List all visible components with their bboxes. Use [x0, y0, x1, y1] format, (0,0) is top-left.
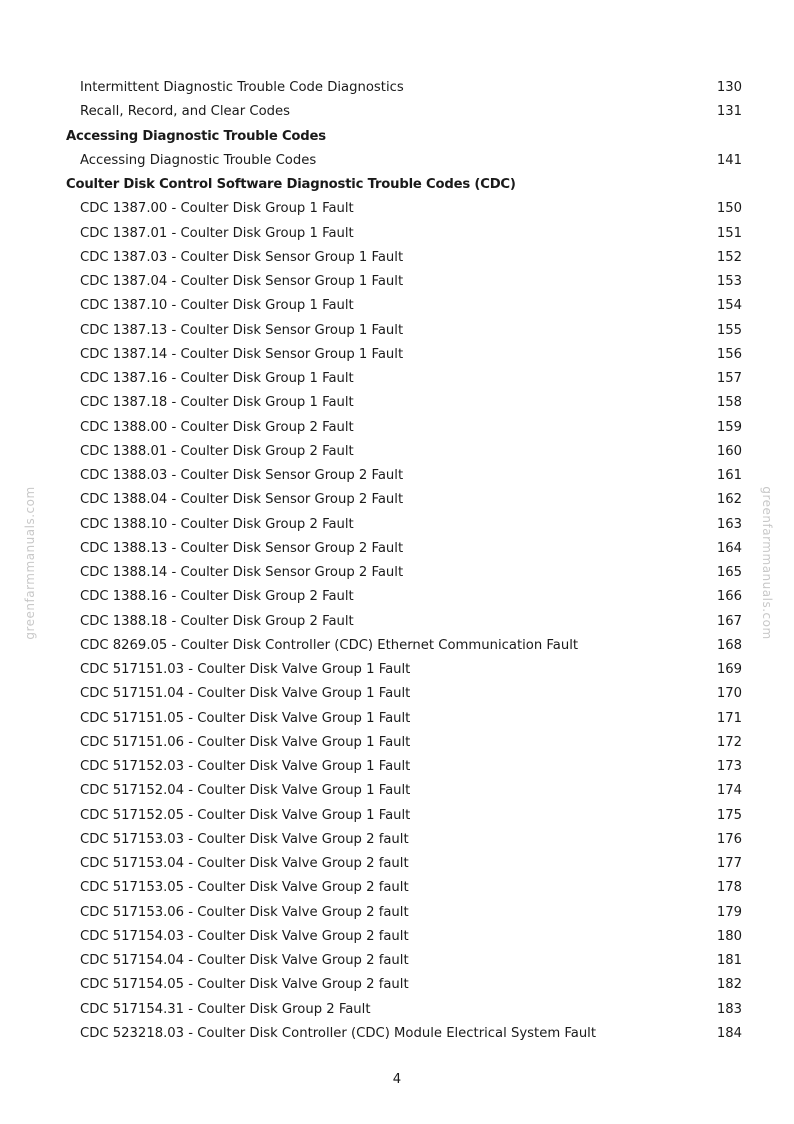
toc-entry[interactable]: [0, 513, 794, 537]
toc-entry-page: 153: [716, 274, 742, 289]
toc-entry[interactable]: [0, 925, 794, 949]
toc-entry-title: CDC 517153.03 - Coulter Disk Valve Group 2 fault: [80, 831, 409, 847]
toc-entry-page: 174: [716, 783, 742, 799]
toc-entry-title: CDC 1387.16 - Coulter Disk Group 1 Fault: [80, 371, 354, 386]
toc-entry[interactable]: [0, 246, 794, 270]
toc-entry-page: 161: [716, 468, 742, 483]
toc-entry-page: 156: [716, 346, 742, 362]
toc-entry-page: 163: [716, 516, 742, 532]
toc-entry[interactable]: [0, 294, 794, 318]
toc-entry-title: Accessing Diagnostic Trouble Codes: [80, 152, 317, 168]
toc-entry-title: Intermittent Diagnostic Trouble Code Diagnostics: [80, 80, 404, 95]
toc-entry[interactable]: [0, 100, 794, 124]
toc-entry-page: 170: [716, 686, 742, 702]
toc-entry-page: 164: [716, 540, 742, 556]
toc-entry-page: 157: [716, 371, 742, 386]
toc-entry[interactable]: [0, 440, 794, 464]
toc-entry[interactable]: [0, 876, 794, 900]
toc-entry-title: CDC 1387.14 - Coulter Disk Sensor Group 1 Fault: [80, 346, 404, 362]
toc-entry-title: CDC 517153.05 - Coulter Disk Valve Group 2 fault: [80, 880, 409, 896]
toc-entry[interactable]: [0, 755, 794, 779]
toc-entry-page: 176: [716, 831, 742, 847]
toc-entry-title: CDC 517151.03 - Coulter Disk Valve Group 1 Fault: [80, 662, 411, 677]
toc-entry[interactable]: [0, 319, 794, 343]
toc-entry-title: CDC 1388.18 - Coulter Disk Group 2 Fault: [80, 613, 354, 629]
toc-entry[interactable]: [0, 658, 794, 682]
toc-entry-title: CDC 1387.04 - Coulter Disk Sensor Group 1 Fault: [80, 274, 404, 289]
toc-entry[interactable]: [0, 537, 794, 561]
toc-entry-title: CDC 517154.03 - Coulter Disk Valve Group 2 fault: [80, 928, 409, 944]
toc-entry-title: Recall, Record, and Clear Codes: [80, 104, 290, 120]
toc-entry-page: 130: [716, 80, 742, 95]
toc-entry[interactable]: [0, 949, 794, 973]
toc-entry[interactable]: [0, 1022, 794, 1046]
toc-entry-page: 158: [716, 395, 742, 411]
toc-entry-page: 150: [716, 201, 742, 217]
toc-entry-title: CDC 1388.16 - Coulter Disk Group 2 Fault: [80, 589, 354, 605]
toc-entry-title: CDC 1388.14 - Coulter Disk Sensor Group 2 Fault: [80, 565, 404, 580]
toc-entry-page: 172: [716, 734, 742, 750]
toc-entry-page: 131: [716, 104, 742, 120]
toc-entry[interactable]: [0, 610, 794, 634]
toc-entry-page: 167: [716, 613, 742, 629]
watermark-left: greenfarmmanuals.com: [23, 486, 37, 640]
toc-entry[interactable]: [0, 731, 794, 755]
toc-entry-page: 182: [716, 977, 742, 993]
toc-entry-title: CDC 517153.04 - Coulter Disk Valve Group 2 fault: [80, 856, 409, 871]
toc-entry-title: CDC 1388.04 - Coulter Disk Sensor Group 2 Fault: [80, 492, 404, 508]
toc-entry[interactable]: [0, 973, 794, 997]
toc-entry[interactable]: [0, 561, 794, 585]
toc-entry[interactable]: [0, 585, 794, 609]
toc-entry-title: CDC 1388.03 - Coulter Disk Sensor Group 2 Fault: [80, 468, 404, 483]
toc-entry[interactable]: [0, 149, 794, 173]
toc-entry-page: 184: [716, 1025, 742, 1041]
toc-entry[interactable]: [0, 270, 794, 294]
toc-entry[interactable]: [0, 779, 794, 803]
toc-entry-title: CDC 1388.01 - Coulter Disk Group 2 Fault: [80, 443, 354, 459]
toc-entry[interactable]: [0, 682, 794, 706]
toc-entry-title: CDC 517151.04 - Coulter Disk Valve Group 1 Fault: [80, 686, 411, 702]
toc-entry-page: 169: [716, 662, 742, 677]
toc-entry-title: CDC 1387.18 - Coulter Disk Group 1 Fault: [80, 395, 354, 411]
toc-entry-page: 154: [716, 298, 742, 314]
toc-entry[interactable]: [0, 367, 794, 391]
toc-entry-page: 155: [716, 322, 742, 338]
toc-entry-title: CDC 517152.04 - Coulter Disk Valve Group 1 Fault: [80, 783, 411, 799]
toc-entry[interactable]: [0, 804, 794, 828]
toc-entry-title: Accessing Diagnostic Trouble Codes: [66, 128, 326, 144]
toc-entry[interactable]: [0, 707, 794, 731]
toc-entry-page: 173: [716, 759, 742, 774]
toc-entry-page: 165: [716, 565, 742, 580]
toc-entry-title: CDC 1387.01 - Coulter Disk Group 1 Fault: [80, 225, 354, 241]
toc-section-heading[interactable]: [0, 173, 794, 197]
toc-entry-title: Coulter Disk Control Software Diagnostic Trouble Codes (CDC): [66, 177, 516, 192]
toc-entry-page: 175: [716, 807, 742, 823]
toc-entry-page: 183: [716, 1001, 742, 1017]
toc-entry[interactable]: [0, 998, 794, 1022]
toc-entry-title: CDC 1387.00 - Coulter Disk Group 1 Fault: [80, 201, 354, 217]
toc-entry-title: CDC 1387.13 - Coulter Disk Sensor Group 1 Fault: [80, 322, 404, 338]
toc-entry[interactable]: [0, 852, 794, 876]
toc-entry[interactable]: [0, 901, 794, 925]
toc-entry-page: 178: [716, 880, 742, 896]
toc-entry-title: CDC 1388.13 - Coulter Disk Sensor Group 2 Fault: [80, 540, 404, 556]
toc-entry-title: CDC 523218.03 - Coulter Disk Controller (CDC) Module Electrical System Fault: [80, 1025, 597, 1041]
toc-entry-title: CDC 517152.05 - Coulter Disk Valve Group 1 Fault: [80, 807, 411, 823]
watermark-right: greenfarmmanuals.com: [760, 486, 774, 640]
toc-section-heading[interactable]: [0, 125, 794, 149]
toc-entry-page: 151: [716, 225, 742, 241]
toc-entry-title: CDC 517152.03 - Coulter Disk Valve Group 1 Fault: [80, 759, 411, 774]
toc-entry-page: 162: [716, 492, 742, 508]
toc-entry-page: 152: [716, 249, 742, 265]
toc-entry-title: CDC 517151.05 - Coulter Disk Valve Group 1 Fault: [80, 710, 411, 726]
toc-entry[interactable]: [0, 488, 794, 512]
toc-entry-title: CDC 1387.03 - Coulter Disk Sensor Group 1 Fault: [80, 249, 404, 265]
toc-entry-page: 159: [716, 419, 742, 435]
toc-entry[interactable]: [0, 343, 794, 367]
toc-entry-page: 160: [716, 443, 742, 459]
toc-entry-page: 180: [716, 928, 742, 944]
toc-entry-title: CDC 517153.06 - Coulter Disk Valve Group 2 fault: [80, 904, 409, 920]
toc-entry-title: CDC 517154.31 - Coulter Disk Group 2 Fault: [80, 1001, 371, 1017]
toc-entry-title: CDC 517154.05 - Coulter Disk Valve Group 2 fault: [80, 977, 409, 993]
toc-entry-title: CDC 1388.10 - Coulter Disk Group 2 Fault: [80, 516, 354, 532]
toc-entry[interactable]: [0, 391, 794, 415]
toc-entry-title: CDC 1388.00 - Coulter Disk Group 2 Fault: [80, 419, 354, 435]
toc-entry-page: 179: [716, 904, 742, 920]
toc-entry-page: 181: [716, 953, 742, 968]
toc-entry[interactable]: [0, 197, 794, 221]
toc-entry-title: CDC 8269.05 - Coulter Disk Controller (CDC) Ethernet Communication Fault: [80, 637, 579, 653]
toc-entry-page: 177: [716, 856, 742, 871]
table-of-contents: [0, 76, 794, 1046]
toc-entry-title: CDC 517151.06 - Coulter Disk Valve Group 1 Fault: [80, 734, 411, 750]
toc-entry-page: 171: [716, 710, 742, 726]
toc-entry-page: 166: [716, 589, 742, 605]
toc-entry-page: 168: [716, 637, 742, 653]
toc-entry-title: CDC 517154.04 - Coulter Disk Valve Group 2 fault: [80, 953, 409, 968]
toc-entry[interactable]: [0, 416, 794, 440]
toc-entry[interactable]: [0, 634, 794, 658]
toc-entry[interactable]: [0, 464, 794, 488]
page-number: 4: [392, 1072, 402, 1087]
toc-entry[interactable]: [0, 222, 794, 246]
toc-entry[interactable]: [0, 76, 794, 100]
toc-entry-title: CDC 1387.10 - Coulter Disk Group 1 Fault: [80, 298, 354, 314]
toc-entry-page: 141: [716, 152, 742, 168]
toc-entry[interactable]: [0, 828, 794, 852]
